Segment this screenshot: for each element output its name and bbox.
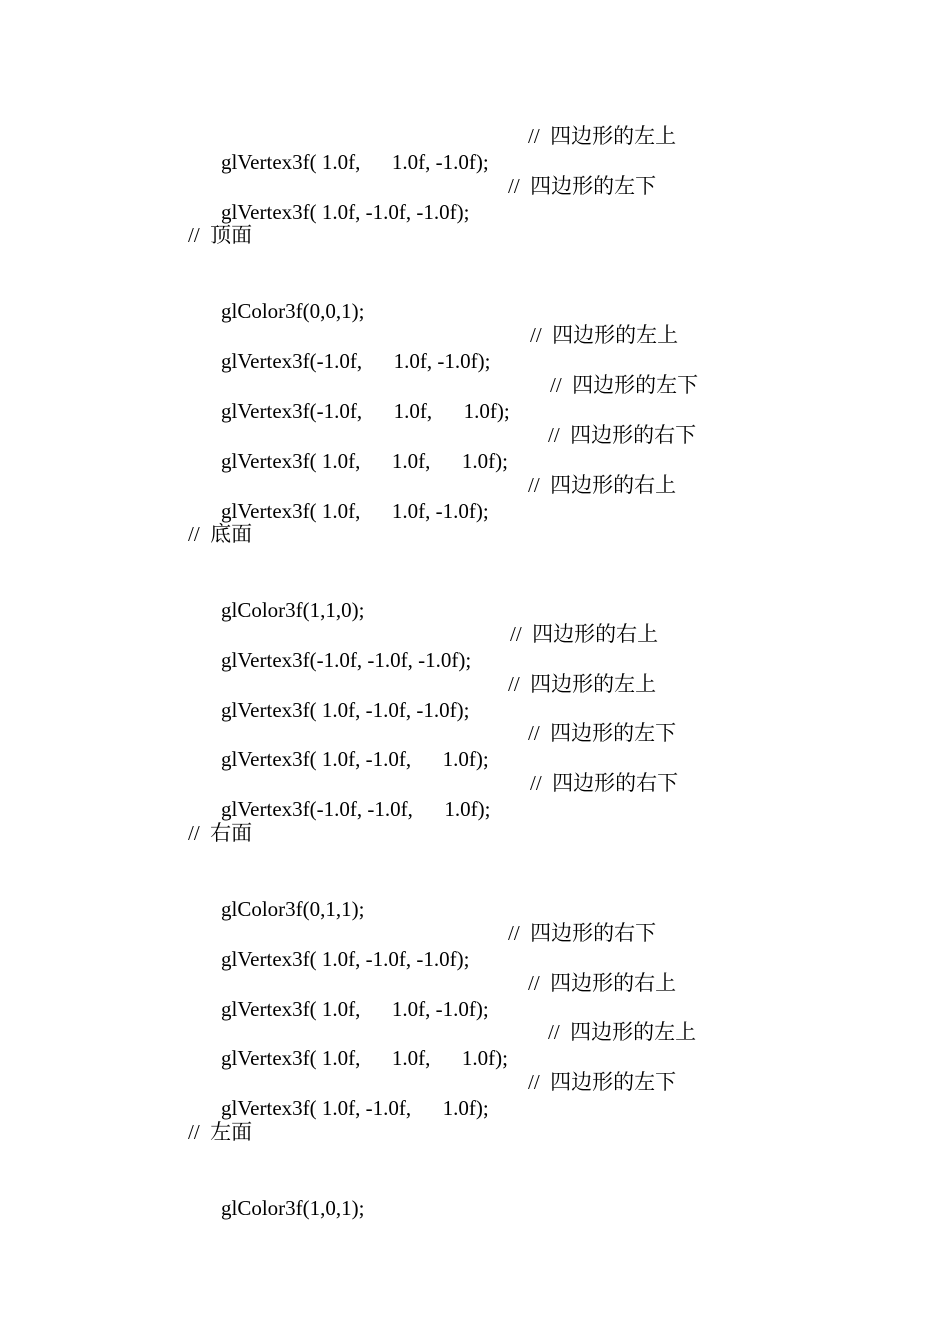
code-text: glVertex3f( 1.0f, 1.0f, -1.0f);: [221, 997, 489, 1021]
section-heading: // 左面: [188, 1120, 253, 1144]
code-text: glVertex3f(-1.0f, -1.0f, 1.0f);: [221, 797, 491, 821]
code-line: [200, 272, 365, 323]
code-comment: // 四边形的右下: [548, 423, 697, 447]
section-heading: // 顶面: [188, 223, 253, 247]
code-text: glColor3f(0,0,1);: [221, 299, 365, 323]
code-text: glColor3f(1,0,1);: [221, 1196, 365, 1220]
code-line: [200, 1169, 365, 1220]
code-comment: // 四边形的右下: [530, 771, 679, 795]
code-comment: // 四边形的左上: [548, 1020, 697, 1044]
code-line: [200, 372, 699, 423]
code-line: [200, 322, 679, 373]
code-text: glVertex3f( 1.0f, 1.0f, -1.0f);: [221, 499, 489, 523]
code-text: glColor3f(0,1,1);: [221, 897, 365, 921]
code-line: [200, 720, 677, 771]
code-comment: // 四边形的左上: [508, 672, 657, 696]
code-text: glVertex3f( 1.0f, -1.0f, -1.0f);: [221, 698, 470, 722]
code-comment: // 四边形的左上: [530, 323, 679, 347]
code-comment: // 四边形的左下: [528, 1070, 677, 1094]
code-line: [200, 870, 365, 921]
code-comment: // 四边形的左下: [528, 721, 677, 745]
section-heading: // 底面: [188, 522, 253, 546]
section-heading: // 右面: [188, 821, 253, 845]
code-text: glVertex3f(-1.0f, 1.0f, -1.0f);: [221, 349, 491, 373]
code-line: [200, 1019, 697, 1070]
code-comment: // 四边形的右上: [528, 971, 677, 995]
code-text: glVertex3f( 1.0f, -1.0f, -1.0f);: [221, 947, 470, 971]
code-line: [200, 571, 365, 622]
code-comment: // 四边形的左下: [508, 174, 657, 198]
code-text: glVertex3f( 1.0f, 1.0f, 1.0f);: [221, 1046, 508, 1070]
code-text: glVertex3f( 1.0f, -1.0f, 1.0f);: [221, 747, 489, 771]
code-line: [200, 671, 657, 722]
code-text: glVertex3f( 1.0f, 1.0f, -1.0f);: [221, 150, 489, 174]
code-text: glVertex3f( 1.0f, -1.0f, 1.0f);: [221, 1096, 489, 1120]
code-text: glColor3f(1,1,0);: [221, 598, 365, 622]
code-line: [200, 173, 657, 224]
code-line: [200, 422, 697, 473]
code-comment: // 四边形的右下: [508, 921, 657, 945]
code-comment: // 四边形的右上: [510, 622, 659, 646]
code-text: glVertex3f(-1.0f, -1.0f, -1.0f);: [221, 648, 472, 672]
code-line: [200, 970, 677, 1021]
code-comment: // 四边形的左下: [550, 373, 699, 397]
code-text: glVertex3f( 1.0f, 1.0f, 1.0f);: [221, 449, 508, 473]
code-line: [200, 1069, 677, 1120]
code-text: glVertex3f(-1.0f, 1.0f, 1.0f);: [221, 399, 510, 423]
code-line: [200, 920, 657, 971]
code-text: glVertex3f( 1.0f, -1.0f, -1.0f);: [221, 200, 470, 224]
code-comment: // 四边形的左上: [528, 124, 677, 148]
code-line: [200, 770, 679, 821]
code-line: [200, 123, 677, 174]
code-comment: // 四边形的右上: [528, 473, 677, 497]
code-line: [200, 621, 659, 672]
code-line: [200, 472, 677, 523]
